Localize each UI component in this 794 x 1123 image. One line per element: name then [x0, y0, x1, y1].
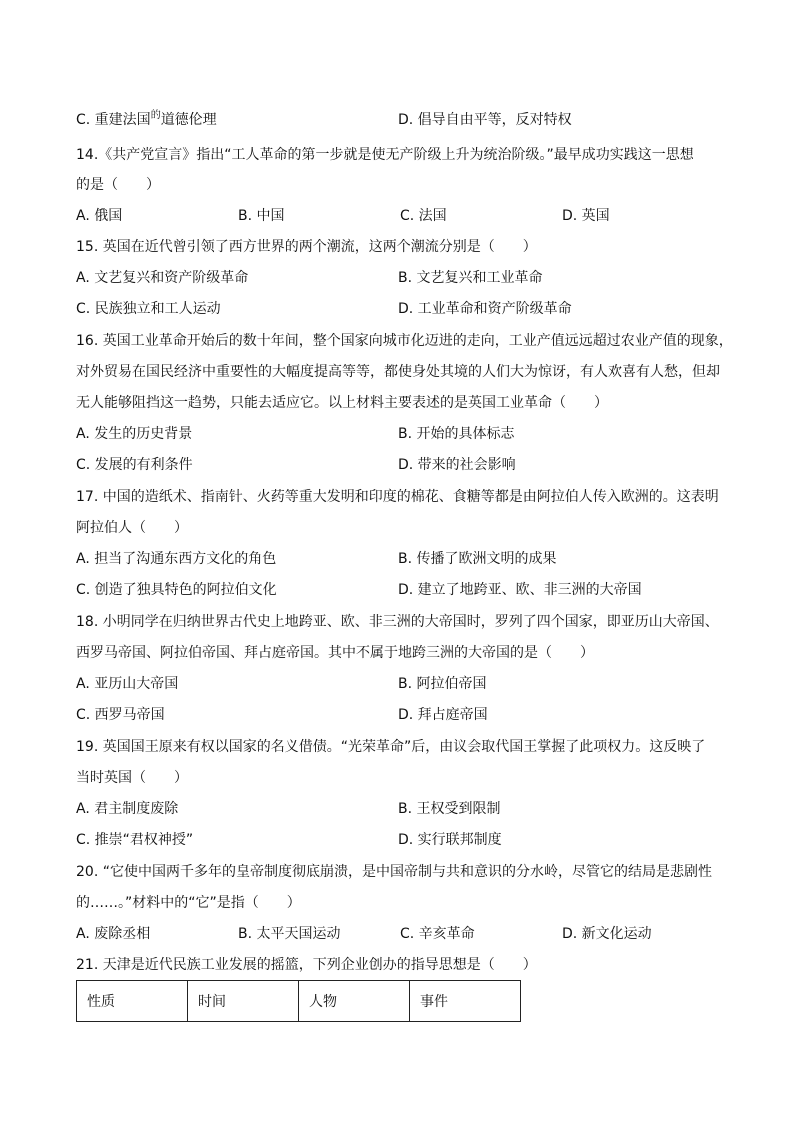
q14-option-a: A. 俄国 — [76, 208, 123, 224]
q17-stem-line-2: 阿拉伯人（ ） — [76, 520, 188, 536]
q18-stem-line-1: 18. 小明同学在归纳世界古代史上地跨亚、欧、非三洲的大帝国时，罗列了四个国家，即亚历山大帝国、 — [76, 614, 719, 630]
q18-options-row-1 — [76, 672, 736, 696]
q16-stem-line-3: 无人能够阻挡这一趋势，只能去适应它。以上材料主要表述的是英国工业革命（ ） — [76, 395, 608, 411]
q18-option-a: A. 亚历山大帝国 — [76, 676, 179, 692]
q20-option-d: D. 新文化运动 — [562, 926, 652, 942]
q16-stem-line-2: 对外贸易在国民经济中重要性的大幅度提高等等，都使身处其境的人们大为惊讶，有人欢喜有人愁，但却 — [76, 364, 720, 380]
q19-options-row-2 — [76, 828, 736, 852]
q19-option-d: D. 实行联邦制度 — [398, 832, 502, 848]
q16-options-row-1 — [76, 422, 736, 446]
q21-header-time: 时间 — [188, 981, 299, 1022]
q17-options-row-2 — [76, 578, 736, 602]
q14-option-b: B. 中国 — [238, 208, 285, 224]
q21-table-header-row — [77, 981, 521, 1022]
q21-stem: 21. 天津是近代民族工业发展的摇篮，下列企业创办的指导思想是（ ） — [76, 957, 537, 973]
q17-option-d: D. 建立了地跨亚、欧、非三洲的大帝国 — [398, 582, 642, 598]
q19-option-c: C. 推崇“君权神授” — [76, 832, 194, 848]
q16-option-a: A. 发生的历史背景 — [76, 426, 193, 442]
q18-option-d: D. 拜占庭帝国 — [398, 707, 488, 723]
q15-option-c: C. 民族独立和工人运动 — [76, 301, 221, 317]
q21-header-person: 人物 — [299, 981, 410, 1022]
q17-options-row-1 — [76, 547, 736, 571]
q14-option-d: D. 英国 — [562, 208, 610, 224]
q21-header-nature: 性质 — [77, 981, 188, 1022]
q14-option-c: C. 法国 — [400, 208, 447, 224]
q18-stem-line-2: 西罗马帝国、阿拉伯帝国、拜占庭帝国。其中不属于地跨三洲的大帝国的是（ ） — [76, 645, 594, 661]
q16-stem-line-1: 16. 英国工业革命开始后的数十年间，整个国家向城市化迈进的走向，工业产值远远超过农业产值的现象， — [76, 333, 733, 349]
q15-option-d: D. 工业革命和资产阶级革命 — [398, 301, 572, 317]
q20-stem-line-2: 的……。”材料中的“它”是指（ ） — [76, 895, 301, 911]
q17-option-a: A. 担当了沟通东西方文化的角色 — [76, 551, 277, 567]
q19-options-row-1 — [76, 797, 736, 821]
q18-options-row-2 — [76, 703, 736, 727]
q13-option-d: D. 倡导自由平等，反对特权 — [398, 112, 572, 128]
q16-options-row-2 — [76, 453, 736, 477]
q19-stem-line-2: 当时英国（ ） — [76, 770, 188, 786]
q19-option-b: B. 王权受到限制 — [398, 801, 501, 817]
q15-stem: 15. 英国在近代曾引领了西方世界的两个潮流，这两个潮流分别是（ ） — [76, 239, 537, 255]
q20-option-a: A. 废除丞相 — [76, 926, 151, 942]
q15-option-a: A. 文艺复兴和资产阶级革命 — [76, 270, 249, 286]
q17-option-b: B. 传播了欧洲文明的成果 — [398, 551, 557, 567]
q21-table — [76, 980, 521, 1022]
q19-option-a: A. 君主制度废除 — [76, 801, 179, 817]
q17-stem-line-1: 17. 中国的造纸术、指南针、火药等重大发明和印度的棉花、食糖等都是由阿拉伯人传入欧洲的。这表明 — [76, 489, 719, 505]
q19-stem-line-1: 19. 英国国王原来有权以国家的名义借债。“光荣革命”后，由议会取代国王掌握了此项权力。这反映了 — [76, 739, 706, 755]
q17-option-c: C. 创造了独具特色的阿拉伯文化 — [76, 582, 277, 598]
q15-option-b: B. 文艺复兴和工业革命 — [398, 270, 543, 286]
q13-option-c: C. 重建法国$^的$道德伦理 — [76, 110, 217, 128]
q20-stem-line-1: 20. “它使中国两千多年的皇帝制度彻底崩溃，是中国帝制与共和意识的分水岭，尽管它的结局是悲剧性 — [76, 864, 712, 880]
q14-options-row — [76, 204, 736, 228]
q16-option-c: C. 发展的有利条件 — [76, 457, 193, 473]
q13-options-row — [76, 108, 736, 132]
q14-stem-line-1: 14.《共产党宣言》指出“工人革命的第一步就是使无产阶级上升为统治阶级。”最早成功实践这一思想 — [76, 147, 694, 163]
q21-header-event: 事件 — [410, 981, 521, 1022]
q16-option-d: D. 带来的社会影响 — [398, 457, 516, 473]
q18-option-c: C. 西罗马帝国 — [76, 707, 165, 723]
q15-options-row-1 — [76, 266, 736, 290]
q20-options-row — [76, 922, 736, 946]
q20-option-c: C. 辛亥革命 — [400, 926, 475, 942]
q14-stem-line-2: 的是（ ） — [76, 177, 160, 193]
q20-option-b: B. 太平天国运动 — [238, 926, 341, 942]
q18-option-b: B. 阿拉伯帝国 — [398, 676, 487, 692]
q16-option-b: B. 开始的具体标志 — [398, 426, 515, 442]
q15-options-row-2 — [76, 297, 736, 321]
